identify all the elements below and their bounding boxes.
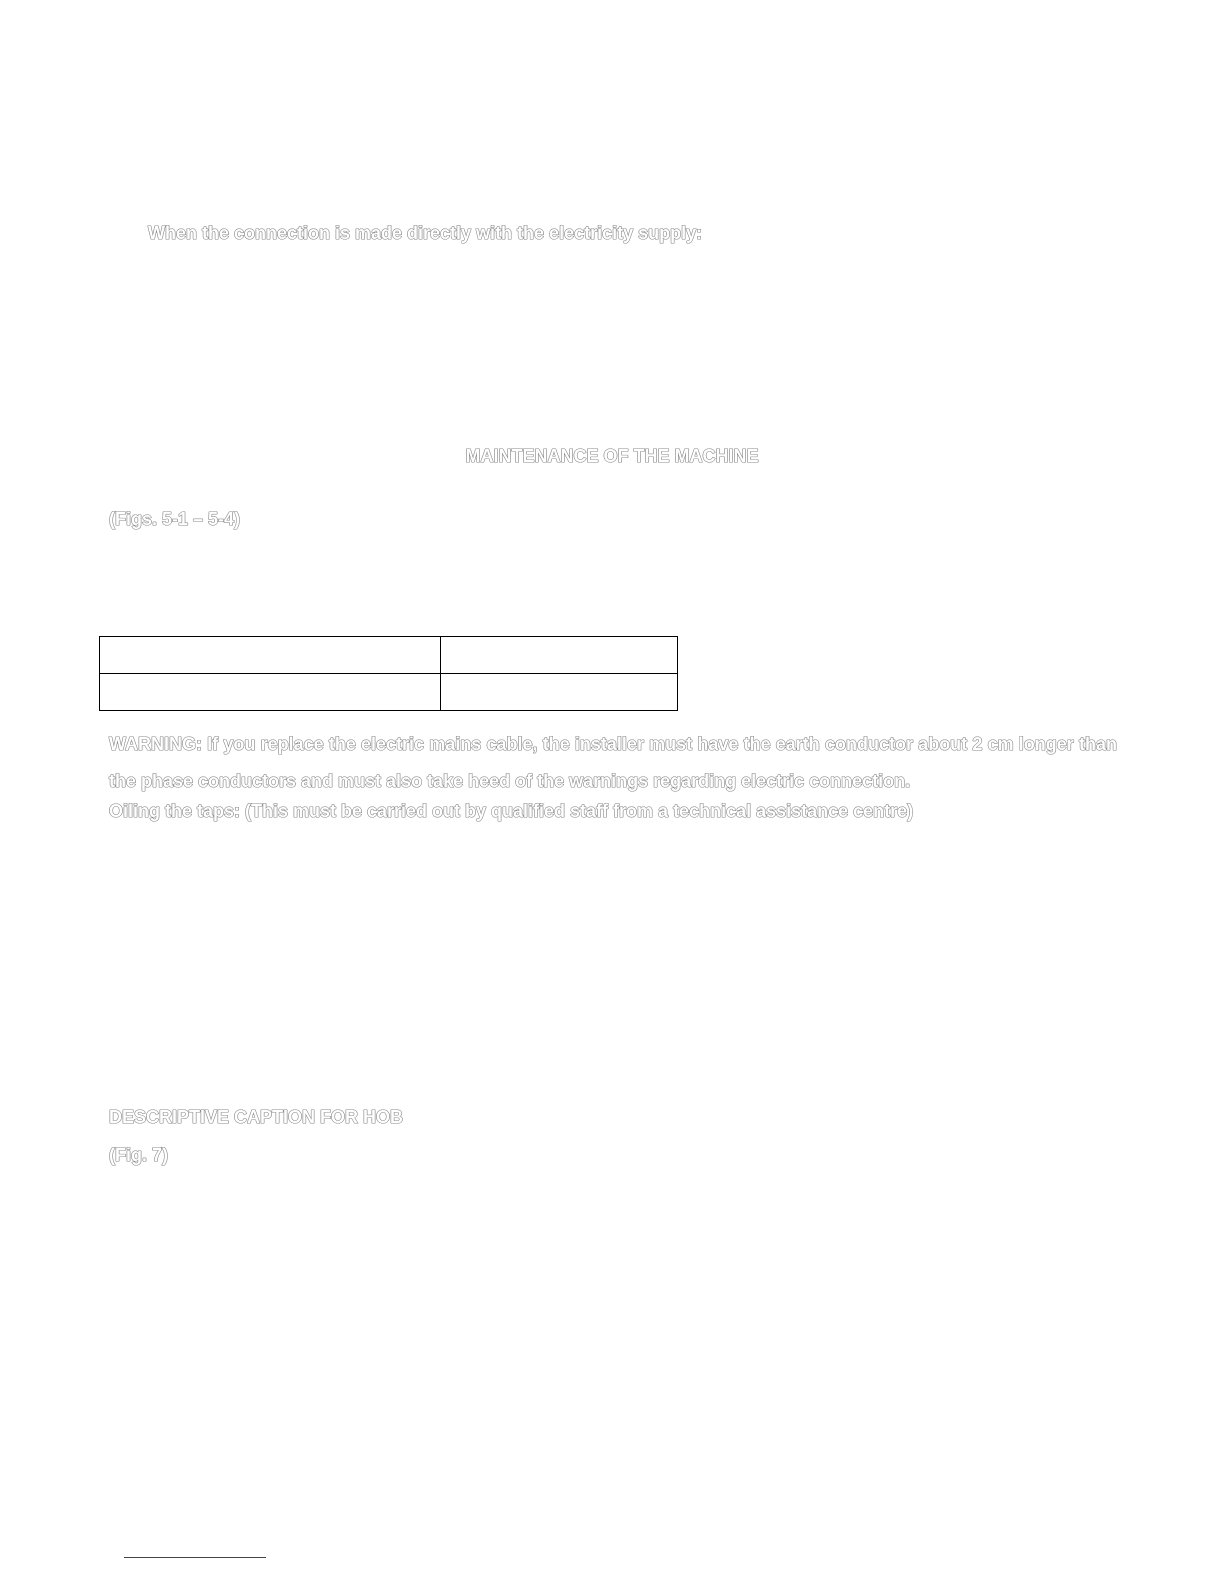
empty-table (99, 636, 678, 711)
oiling-instructions: Oiling the taps: (This must be carried out by qualified staff from a technical assistance centre) (109, 801, 914, 821)
connection-intro-text: When the connection is made directly with the electricity supply: (148, 223, 703, 243)
figure-reference: (Figs. 5-1 – 5-4) (109, 509, 241, 529)
table-cell (100, 637, 441, 674)
table-cell (100, 674, 441, 711)
section-heading: MAINTENANCE OF THE MACHINE (465, 446, 759, 466)
hob-caption-heading: DESCRIPTIVE CAPTION FOR HOB (109, 1107, 404, 1127)
figure-reference-7: (Fig. 7) (109, 1145, 168, 1165)
warning-paragraph: WARNING: If you replace the electric mains cable, the installer must have the earth conductor about 2 cm longer than the phase conductors and must also take heed of the warnings regarding electric connection. (109, 734, 1117, 791)
footnote-separator (124, 1557, 266, 1558)
table-row (100, 637, 678, 674)
table-cell (441, 637, 678, 674)
table-cell (441, 674, 678, 711)
table-row (100, 674, 678, 711)
